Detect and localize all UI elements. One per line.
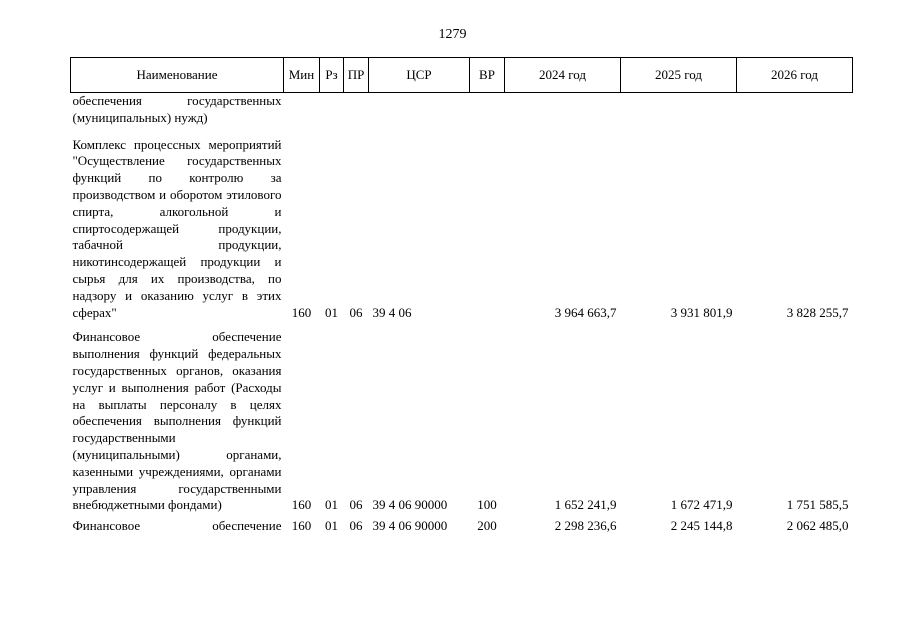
- row-pr: 06: [349, 304, 363, 320]
- row-vr: [470, 93, 505, 129]
- row-rz: 01: [325, 497, 338, 513]
- table-header-row: [71, 58, 853, 93]
- row-name: Комплекс процессных мероприятий "Осуществление государственных функций по контролю за производством и оборотом этилового спирта, алкогольной и спиртосодержащей продукции, табачной продукции, никотинсодержащей продукции и сырья для их производства, по надзору и оказанию услуг в этих сферах": [72, 136, 282, 320]
- row-rz: 01: [325, 518, 338, 534]
- row-amount-2026: 3 828 255,7: [786, 304, 849, 320]
- column-header-2024: 2024 год: [505, 58, 621, 93]
- row-csr: 39 4 06 90000: [372, 497, 448, 513]
- row-vr: 100: [477, 497, 497, 513]
- row-amount-2025: [621, 93, 737, 129]
- budget-table: [70, 57, 853, 535]
- table-row: [71, 93, 853, 129]
- row-csr: 39 4 06 90000: [372, 518, 448, 534]
- column-header-2026: 2026 год: [737, 58, 853, 93]
- column-header-name: Наименование: [71, 58, 284, 93]
- row-min: [284, 93, 320, 129]
- column-header-vr: ВР: [470, 58, 505, 93]
- row-pr: 06: [349, 497, 363, 513]
- row-name: Финансовое обеспечение: [72, 518, 282, 534]
- column-header-csr: ЦСР: [369, 58, 470, 93]
- row-amount-2026: [737, 93, 853, 129]
- row-rz: [320, 93, 344, 129]
- row-min: 160: [291, 304, 312, 320]
- row-pr: 06: [349, 518, 363, 534]
- row-csr: [369, 93, 470, 129]
- row-vr: [470, 129, 505, 322]
- row-vr: 200: [477, 518, 497, 534]
- row-amount-2025: 2 245 144,8: [670, 518, 733, 534]
- page-number: 1279: [438, 27, 467, 42]
- row-min: 160: [291, 518, 312, 534]
- column-header-2025: 2025 год: [621, 58, 737, 93]
- row-amount-2026: 2 062 485,0: [786, 518, 849, 534]
- row-rz: 01: [325, 304, 338, 320]
- row-amount-2024: 2 298 236,6: [554, 518, 617, 534]
- column-header-pr: ПР: [344, 58, 369, 93]
- row-min: 160: [291, 497, 312, 513]
- row-amount-2024: [505, 93, 621, 129]
- row-pr: [344, 93, 369, 129]
- row-amount-2025: 1 672 471,9: [670, 497, 733, 513]
- row-name: обеспечения государственных (муниципальных) нужд): [72, 93, 282, 125]
- table-row: [71, 514, 853, 535]
- row-amount-2024: 1 652 241,9: [554, 497, 617, 513]
- table-row: [71, 321, 853, 514]
- row-amount-2026: 1 751 585,5: [786, 497, 849, 513]
- table-row: [71, 129, 853, 322]
- row-amount-2025: 3 931 801,9: [670, 304, 733, 320]
- column-header-min: Мин: [284, 58, 320, 93]
- row-csr: 39 4 06: [372, 304, 412, 320]
- row-name: Финансовое обеспечение выполнения функций федеральных государственных органов, оказания услуг и выполнения работ (Расходы на выплаты персоналу в целях обеспечения выполнения функций государственными (муниципальными) органами, казенными учреждениями, органами управления государственными внебюджетными фондами): [72, 329, 282, 513]
- row-amount-2024: 3 964 663,7: [554, 304, 617, 320]
- column-header-rz: Рз: [320, 58, 344, 93]
